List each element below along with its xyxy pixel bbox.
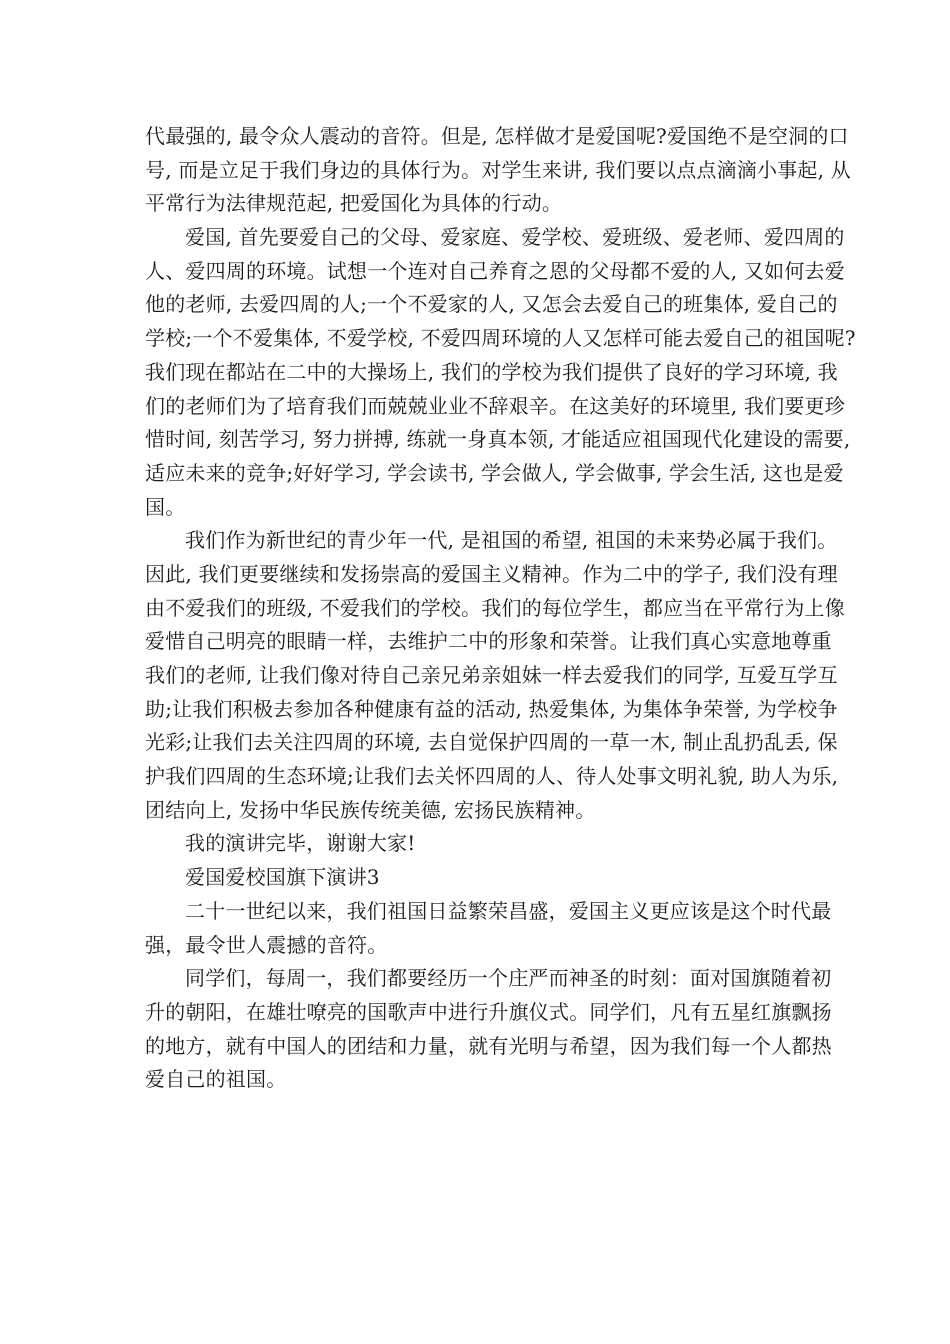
text-line: 国。 [145, 494, 186, 519]
paragraph [145, 861, 825, 895]
text-line: 因此, 我们更要继续和发扬崇高的爱国主义精神。作为二中的学子, 我们没有理 [145, 561, 838, 586]
text-line: 由不爱我们的班级, 不爱我们的学校。我们的每位学生，都应当在平常行为上像 [145, 595, 845, 620]
text-line: 爱自己的祖国。 [145, 1067, 287, 1092]
text-line: 团结向上, 发扬中华民族传统美德, 宏扬民族精神。 [145, 797, 596, 822]
text-line: 助;让我们积极去参加各种健康有益的活动, 热爱集体, 为集体争荣誉, 为学校争 [145, 696, 838, 721]
paragraph [145, 895, 832, 962]
text-line: 他的老师, 去爱四周的人;一个不爱家的人, 又怎会去爱自己的班集体, 爱自己的 [145, 292, 838, 317]
text-line: 们的老师们为了培育我们而兢兢业业不辞艰辛。在这美好的环境里, 我们要更珍 [145, 393, 845, 418]
paragraph [145, 962, 832, 1097]
paragraph [145, 827, 825, 861]
text-line: 我们的老师, 让我们像对待自己亲兄弟亲姐妹一样去爱我们的同学, 互爱互学互 [145, 663, 838, 687]
text-line: 二十一世纪以来，我们祖国日益繁荣昌盛，爱国主义更应该是这个时代最 [185, 898, 832, 923]
document-page [145, 120, 856, 1097]
text-line: 我们作为新世纪的青少年一代, 是祖国的希望, 祖国的未来势必属于我们。 [185, 528, 838, 553]
text-line: 号, 而是立足于我们身边的具体行为。对学生来讲, 我们要以点点滴滴小事起, 从 [145, 157, 851, 182]
text-line: 代最强的, 最令众人震动的音符。但是, 怎样做才是爱国呢?爱国绝不是空洞的口 [145, 124, 849, 148]
document-body [145, 120, 856, 1097]
text-line: 强，最令世人震撼的音符。 [145, 932, 388, 957]
text-line: 同学们，每周一，我们都要经历一个庄严而神圣的时刻：面对国旗随着初 [185, 966, 832, 991]
text-line: 的地方，就有中国人的团结和力量，就有光明与希望，因为我们每一个人都热 [145, 1033, 832, 1058]
text-line: 适应未来的竞争;好好学习, 学会读书, 学会做人, 学会做事, 学会生活, 这也是爱 [145, 460, 844, 485]
text-line: 光彩;让我们去关注四周的环境, 去自觉保护四周的一草一木, 制止乱扔乱丢, 保 [145, 730, 838, 755]
text-line: 我们现在都站在二中的大操场上, 我们的学校为我们提供了良好的学习环境, 我 [145, 359, 838, 384]
text-line: 爱国爱校国旗下演讲3 [185, 865, 380, 890]
text-line: 我的演讲完毕，谢谢大家! [185, 831, 416, 856]
paragraph [145, 524, 845, 827]
paragraph [145, 120, 851, 221]
paragraph [145, 221, 856, 524]
text-line: 人、爱四周的环境。试想一个连对自己养育之恩的父母都不爱的人, 又如何去爱 [145, 258, 845, 283]
text-line: 平常行为法律规范起, 把爱国化为具体的行动。 [145, 191, 563, 216]
text-line: 学校;一个不爱集体, 不爱学校, 不爱四周环境的人又怎样可能去爱自己的祖国呢? [145, 326, 856, 351]
text-line: 升的朝阳，在雄壮嘹亮的国歌声中进行升旗仪式。同学们，凡有五星红旗飘扬 [145, 999, 832, 1024]
text-line: 爱国, 首先要爱自己的父母、爱家庭、爱学校、爱班级、爱老师、爱四周的 [185, 225, 845, 250]
text-line: 爱惜自己明亮的眼睛一样，去维护二中的形象和荣誉。让我们真心实意地尊重 [145, 629, 832, 654]
text-line: 护我们四周的生态环境;让我们去关怀四周的人、待人处事文明礼貌, 助人为乐, [145, 764, 839, 789]
text-line: 惜时间, 刻苦学习, 努力拼搏, 练就一身真本领, 才能适应祖国现代化建设的需要, [145, 427, 851, 452]
